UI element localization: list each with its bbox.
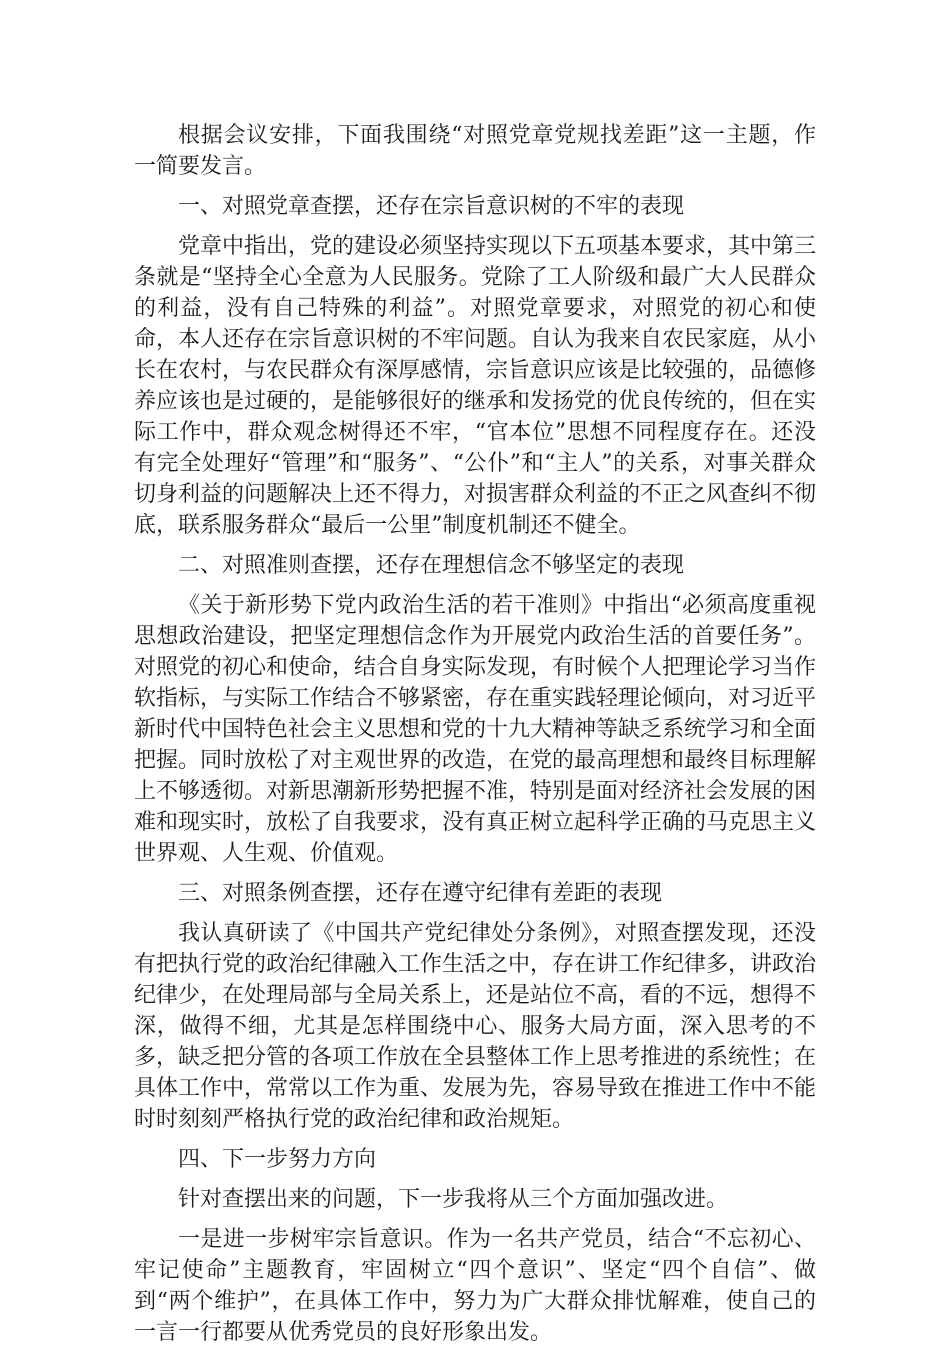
section-heading-2: 二、对照准则查摆，还存在理想信念不够坚定的表现 xyxy=(178,553,685,578)
section-heading-1: 一、对照党章查摆，还存在宗旨意识树的不牢的表现 xyxy=(178,194,685,219)
body-paragraph-2: 《关于新形势下党内政治生活的若干准则》中指出“必须高度重视思想政治建设，把坚定理想信念作为开展党内政治生活的首要任务”。对照党的初心和使命，结合自身实际发现，有时候个人把理论学习当作软指标，与实际工作结合不够紧密，存在重实践轻理论倾向，对习近平新时代中国特色社会主义思想和党的十九大精神等缺乏系统学习和全面把握。同时放松了对主观世界的改造，在党的最高理想和最终目标理解上不够透彻。对新思潮新形势把握不准，特别是面对经济社会发展的困难和现实时，放松了自我要求，没有真正树立起科学正确的马克思主义世界观、人生观、价值观。 xyxy=(134,593,817,866)
intro-paragraph: 根据会议安排，下面我围绕“对照党章党规找差距”这一主题，作一简要发言。 xyxy=(134,123,816,179)
body-paragraph-1: 党章中指出，党的建设必须坚持实现以下五项基本要求，其中第三条就是“坚持全心全意为人民服务。党除了工人阶级和最广大人民群众的利益，没有自己特殊的利益”。对照党章要求，对照党的初心和使命，本人还存在宗旨意识树的不牢问题。自认为我来自农民家庭，从小长在农村，与农民群众有深厚感情，宗旨意识应该是比较强的，品德修养应该也是过硬的，是能够很好的继承和发扬党的优良传统的，但在实际工作中，群众观念树得还不牢，“官本位”思想不同程度存在。还没有完全处理好“管理”和“服务”、“公仆”和“主人”的关系，对事关群众切身利益的问题解决上还不得力，对损害群众利益的不正之风查纠不彻底，联系服务群众“最后一公里”制度机制还不健全。 xyxy=(134,234,817,538)
body-paragraph-5: 一是进一步树牢宗旨意识。作为一名共产党员，结合“不忘初心、牢记使命”主题教育，牢固树立“四个意识”、坚定“四个自信”、做到“两个维护”，在具体工作中，努力为广大群众排忧解难，使自己的一言一行都要从优秀党员的良好形象出发。 xyxy=(134,1227,816,1345)
section-heading-3: 三、对照条例查摆，还存在遵守纪律有差距的表现 xyxy=(178,881,663,906)
body-paragraph-3: 我认真研读了《中国共产党纪律处分条例》，对照查摆发现，还没有把执行党的政治纪律融入工作生活之中，存在讲工作纪律多，讲政治纪律少，在处理局部与全局关系上，还是站位不高，看的不远，想得不深，做得不细，尤其是怎样围绕中心、服务大局方面，深入思考的不多，缺乏把分管的各项工作放在全县整体工作上思考推进的系统性；在具体工作中，常常以工作为重、发展为先，容易导致在推进工作中不能时时刻刻严格执行党的政治纪律和政治规矩。 xyxy=(134,921,817,1132)
body-paragraph-4: 针对查摆出来的问题，下一步我将从三个方面加强改进。 xyxy=(178,1187,729,1212)
section-heading-4: 四、下一步努力方向 xyxy=(178,1147,377,1172)
document-body xyxy=(134,120,816,1357)
